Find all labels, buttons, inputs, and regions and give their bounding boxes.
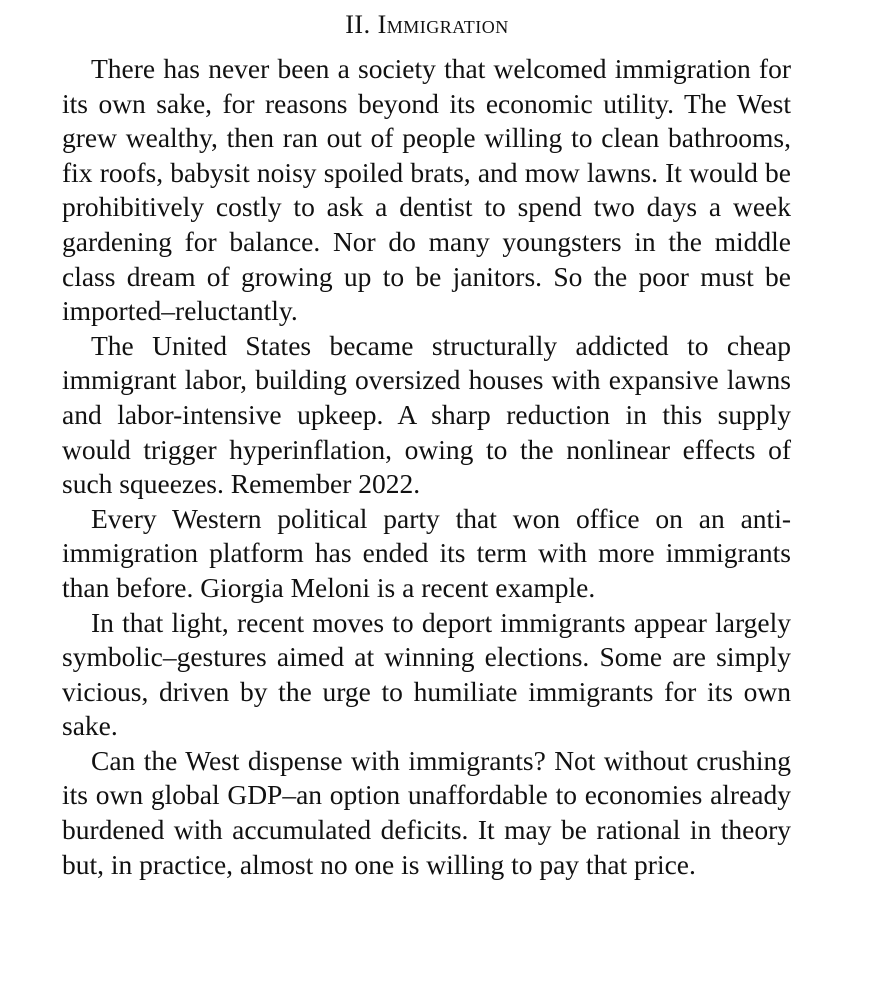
section-heading	[0, 8, 854, 42]
paragraph-1: There has never been a society that welcomed immigration for its own sake, for reasons beyond its economic utility. The West grew wealthy, then ran out of people willing to clean bathrooms, fix roofs, babysit noisy spoiled brats, and mow lawns. It would be prohibitively costly to ask a dentist to spend two days a week gardening for balance. Nor do many youngsters in the middle class dream of growing up to be janitors. So the poor must be imported–reluctantly.	[62, 53, 791, 327]
paragraph-4: In that light, recent moves to deport immigrants appear largely symbolic–gestures aimed at winning elections. Some are simply vicious, driven by the urge to humiliate immigrants for its own sake.	[62, 606, 791, 742]
section-number: II.	[345, 10, 371, 39]
section-title: Immigration	[377, 10, 509, 39]
body-text	[62, 52, 791, 882]
paragraph-5: Can the West dispense with immigrants? Not without crushing its own global GDP–an option unaffordable to economies already burdened with accumulated deficits. It may be rational in theory but, in practice, almost no one is willing to pay that price.	[62, 744, 791, 880]
paragraph-2: The United States became structurally addicted to cheap immigrant labor, building oversized houses with expansive lawns and labor-intensive upkeep. A sharp reduction in this supply would trigger hyperinflation, owing to the nonlinear effects of such squeezes. Remember 2022.	[62, 329, 791, 500]
paragraph-3: Every Western political party that won office on an anti-immigration platform has ended its term with more immigrants than before. Giorgia Meloni is a recent example.	[62, 502, 791, 603]
